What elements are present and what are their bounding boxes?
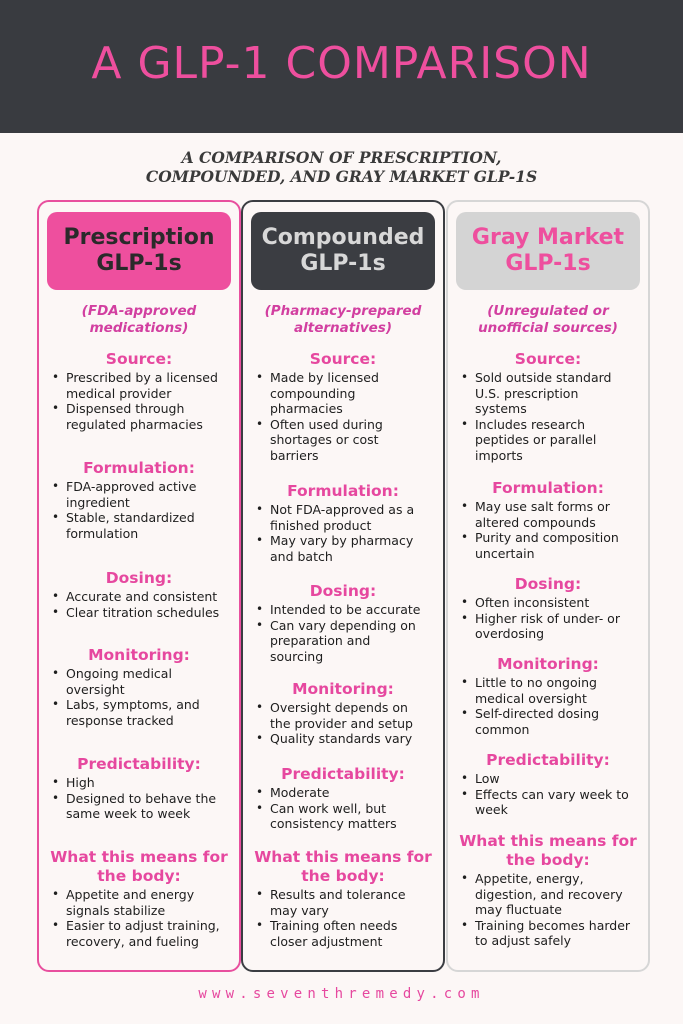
note-line: medications) xyxy=(89,320,189,336)
bullet-line: • Accurate and consistent xyxy=(66,589,218,604)
subtitle-line: COMPOUNDED, AND GRAY MARKET GLP-1S xyxy=(145,167,538,186)
section-title-line: What this means for xyxy=(50,848,228,866)
bullet-item xyxy=(39,775,239,791)
section xyxy=(448,751,648,818)
heading-gray-market xyxy=(456,212,640,290)
note-line: (Pharmacy-prepared xyxy=(264,303,422,319)
bullet-item xyxy=(448,771,648,787)
bullet-line: compounding xyxy=(270,385,356,401)
bullet-list xyxy=(39,370,239,432)
section-title-line: What this means for xyxy=(459,832,637,850)
bullet-line: • Stable, standardized xyxy=(66,510,195,525)
bullet-item xyxy=(448,417,648,464)
section-title-line: Predictability: xyxy=(486,751,610,769)
section-title-line: the body: xyxy=(506,851,590,869)
bullet-item xyxy=(243,533,443,564)
section-title-line: Monitoring: xyxy=(88,646,190,664)
bullet-line: • Labs, symptoms, and xyxy=(66,697,200,712)
bullet-list xyxy=(448,771,648,818)
column-note xyxy=(39,303,239,337)
bullet-line: • Made by licensed xyxy=(270,370,379,385)
bullet-item xyxy=(39,510,239,541)
bullet-line: sourcing xyxy=(270,648,324,664)
section xyxy=(39,459,239,541)
bullet-list xyxy=(448,595,648,642)
title-banner xyxy=(0,0,683,133)
bullet-item xyxy=(243,370,443,417)
bullet-line: • FDA-approved active xyxy=(66,479,197,494)
section xyxy=(243,848,443,949)
bullet-list xyxy=(243,785,443,832)
bullet-list xyxy=(39,589,239,620)
bullet-item xyxy=(243,918,443,949)
bullet-item xyxy=(448,871,648,918)
bullet-line: • Results and tolerance xyxy=(270,887,406,902)
bullet-line: may vary xyxy=(270,902,329,918)
website-url: www.seventhremedy.com xyxy=(198,986,485,1002)
bullet-item xyxy=(39,401,239,432)
section-title xyxy=(448,832,648,870)
section-title-line: Dosing: xyxy=(309,582,377,600)
section xyxy=(448,655,648,737)
bullet-line: week xyxy=(475,802,508,817)
section xyxy=(243,680,443,747)
bullet-line: • Not FDA-approved as a xyxy=(270,502,415,517)
section-title-line: Monitoring: xyxy=(292,680,394,698)
section xyxy=(448,350,648,463)
bullet-item xyxy=(448,595,648,611)
bullet-line: • Intended to be accurate xyxy=(270,602,421,617)
bullet-list xyxy=(448,499,648,561)
section-title xyxy=(39,350,239,369)
bullet-line: • Clear titration schedules xyxy=(66,604,220,620)
heading-compounded xyxy=(251,212,435,290)
section-title-line: Source: xyxy=(105,350,173,368)
bullet-item xyxy=(39,605,239,621)
note-line: unofficial sources) xyxy=(478,320,618,336)
column-prescription xyxy=(37,200,241,972)
page-subtitle xyxy=(0,148,683,186)
section xyxy=(243,350,443,463)
bullet-line: • Prescribed by a licensed xyxy=(66,370,218,385)
section xyxy=(243,765,443,832)
bullet-item xyxy=(243,502,443,533)
bullet-line: • Training becomes harder xyxy=(475,917,631,933)
section xyxy=(39,646,239,728)
section xyxy=(448,832,648,949)
bullet-item xyxy=(243,785,443,801)
bullet-line: the provider and setup xyxy=(270,715,413,731)
section xyxy=(243,582,443,664)
note-line: (FDA-approved xyxy=(81,303,197,319)
bullet-list xyxy=(39,479,239,541)
bullet-line: • Often used during xyxy=(270,416,383,432)
section-title-line: Formulation: xyxy=(83,459,195,477)
bullet-line: • Little to no ongoing xyxy=(475,675,597,690)
section-title-line: Source: xyxy=(514,350,582,368)
bullet-item xyxy=(243,602,443,618)
section xyxy=(243,482,443,564)
bullet-item xyxy=(448,787,648,818)
section-title-line: Formulation: xyxy=(287,482,399,500)
bullet-line: • Dispensed through xyxy=(66,401,185,416)
section-title xyxy=(448,575,648,594)
bullet-line: same week to week xyxy=(66,806,191,821)
bullet-line: • Includes research xyxy=(475,416,586,432)
heading-line: GLP-1s xyxy=(300,251,386,276)
section-title xyxy=(448,655,648,674)
heading-line: GLP-1s xyxy=(505,251,591,276)
bullet-item xyxy=(39,791,239,822)
bullet-item xyxy=(243,887,443,918)
bullet-list xyxy=(243,700,443,747)
bullet-line: formulation xyxy=(66,525,139,541)
bullet-item xyxy=(243,618,443,665)
heading-line: GLP-1s xyxy=(96,251,182,276)
bullet-line: response tracked xyxy=(66,712,174,728)
bullet-item xyxy=(39,479,239,510)
bullet-line: digestion, and recovery xyxy=(475,886,623,902)
bullet-line: and batch xyxy=(270,548,333,564)
bullet-line: • Appetite, energy, xyxy=(475,871,584,886)
bullet-list xyxy=(448,871,648,949)
page-title: A GLP-1 COMPARISON xyxy=(91,38,592,89)
section-title xyxy=(39,459,239,478)
bullet-line: signals stabilize xyxy=(66,902,166,918)
section-title xyxy=(39,569,239,588)
bullet-list xyxy=(39,775,239,822)
bullet-line: • Low xyxy=(475,771,500,786)
bullet-line: • Purity and composition xyxy=(475,530,619,545)
section-title-line: the body: xyxy=(97,867,181,885)
heading-line: Prescription xyxy=(63,225,215,250)
bullet-line: • Quality standards vary xyxy=(270,731,413,746)
bullet-line: • Can work well, but xyxy=(270,800,387,816)
column-note xyxy=(243,303,443,337)
section xyxy=(39,848,239,949)
bullet-item xyxy=(39,370,239,401)
section-title xyxy=(448,479,648,498)
section-title-line: Predictability: xyxy=(77,755,201,773)
bullet-line: altered compounds xyxy=(475,514,596,530)
bullet-line: • Designed to behave the xyxy=(66,790,217,806)
bullet-item xyxy=(448,499,648,530)
section-title-line: the body: xyxy=(301,867,385,885)
bullet-line: U.S. prescription xyxy=(475,385,579,401)
bullet-line: • Self-directed dosing xyxy=(475,706,600,721)
bullet-item xyxy=(39,589,239,605)
bullet-line: ingredient xyxy=(66,494,130,510)
bullet-line: recovery, and fueling xyxy=(66,933,199,949)
bullet-line: • Training often needs xyxy=(270,918,398,933)
bullet-list xyxy=(243,602,443,664)
bullet-line: uncertain xyxy=(475,545,535,561)
bullet-item xyxy=(448,530,648,561)
section-title xyxy=(448,350,648,369)
bullet-item xyxy=(39,697,239,728)
bullet-line: peptides or parallel xyxy=(475,432,597,447)
bullet-line: • Sold outside standard xyxy=(475,370,612,385)
bullet-item xyxy=(448,675,648,706)
bullet-item xyxy=(39,666,239,697)
bullet-line: shortages or cost xyxy=(270,432,379,447)
bullet-line: common xyxy=(475,721,530,737)
section-title-line: Source: xyxy=(309,350,377,368)
bullet-item xyxy=(39,887,239,918)
bullet-line: • Easier to adjust training, xyxy=(66,918,220,933)
section-title-line: What this means for xyxy=(254,848,432,866)
bullet-line: overdosing xyxy=(475,626,545,641)
section-title-line: Monitoring: xyxy=(497,655,599,673)
bullet-item xyxy=(448,706,648,737)
bullet-line: barriers xyxy=(270,447,319,463)
bullet-list xyxy=(448,370,648,463)
section-title-line: Predictability: xyxy=(281,765,405,783)
bullet-item xyxy=(39,918,239,949)
section xyxy=(448,479,648,561)
bullet-line: to adjust safely xyxy=(475,933,572,948)
section xyxy=(39,755,239,822)
heading-line: Gray Market xyxy=(471,225,625,250)
bullet-line: consistency matters xyxy=(270,816,397,831)
bullet-item xyxy=(243,801,443,832)
bullet-line: systems xyxy=(475,401,527,416)
section xyxy=(39,569,239,620)
heading-prescription xyxy=(47,212,231,290)
bullet-item xyxy=(448,611,648,642)
column-note xyxy=(448,303,648,337)
section-title xyxy=(448,751,648,770)
bullet-list xyxy=(243,502,443,564)
section-title xyxy=(243,680,443,699)
bullet-item xyxy=(448,918,648,949)
note-line: (Unregulated or xyxy=(487,303,609,319)
section-title xyxy=(243,848,443,886)
bullet-item xyxy=(243,700,443,731)
subtitle-line: A COMPARISON OF PRESCRIPTION, xyxy=(181,148,502,167)
bullet-line: • Appetite and energy xyxy=(66,887,195,902)
bullet-line: oversight xyxy=(66,681,125,697)
section-title-line: Dosing: xyxy=(514,575,582,593)
bullet-item xyxy=(448,370,648,417)
bullet-list xyxy=(39,887,239,949)
bullet-line: may fluctuate xyxy=(475,902,562,917)
bullet-line: • High xyxy=(66,775,95,790)
bullet-list xyxy=(243,887,443,949)
section-title xyxy=(243,482,443,501)
heading-line: Compounded xyxy=(261,225,425,250)
bullet-line: • Often inconsistent xyxy=(475,595,590,610)
bullet-line: preparation and xyxy=(270,633,371,648)
section-title xyxy=(243,582,443,601)
section-title xyxy=(243,765,443,784)
bullet-line: medical provider xyxy=(66,385,172,401)
note-line: alternatives) xyxy=(294,320,392,336)
bullet-line: closer adjustment xyxy=(270,933,383,949)
bullet-line: imports xyxy=(475,447,523,463)
bullet-line: • Effects can vary week to xyxy=(475,786,629,802)
bullet-item xyxy=(243,731,443,747)
bullet-line: medical oversight xyxy=(475,690,587,706)
bullet-line: pharmacies xyxy=(270,401,343,416)
bullet-list xyxy=(39,666,239,728)
bullet-item xyxy=(243,417,443,464)
section xyxy=(39,350,239,432)
section-title-line: Formulation: xyxy=(492,479,604,497)
section-title xyxy=(243,350,443,369)
bullet-line: • May use salt forms or xyxy=(475,499,610,514)
bullet-line: • Moderate xyxy=(270,785,330,800)
bullet-list xyxy=(243,370,443,463)
section xyxy=(448,575,648,642)
bullet-line: • Oversight depends on xyxy=(270,700,408,715)
bullet-line: • Higher risk of under- or xyxy=(475,610,620,626)
section-title xyxy=(39,755,239,774)
section-title xyxy=(39,646,239,665)
bullet-line: • Ongoing medical xyxy=(66,666,172,681)
bullet-line: • Can vary depending on xyxy=(270,617,416,633)
column-compounded xyxy=(241,200,445,972)
bullet-list xyxy=(448,675,648,737)
bullet-line: finished product xyxy=(270,517,372,533)
bullet-line: regulated pharmacies xyxy=(66,416,203,432)
column-gray-market xyxy=(446,200,650,972)
bullet-line: • May vary by pharmacy xyxy=(270,533,414,548)
section-title xyxy=(39,848,239,886)
section-title-line: Dosing: xyxy=(105,569,173,587)
